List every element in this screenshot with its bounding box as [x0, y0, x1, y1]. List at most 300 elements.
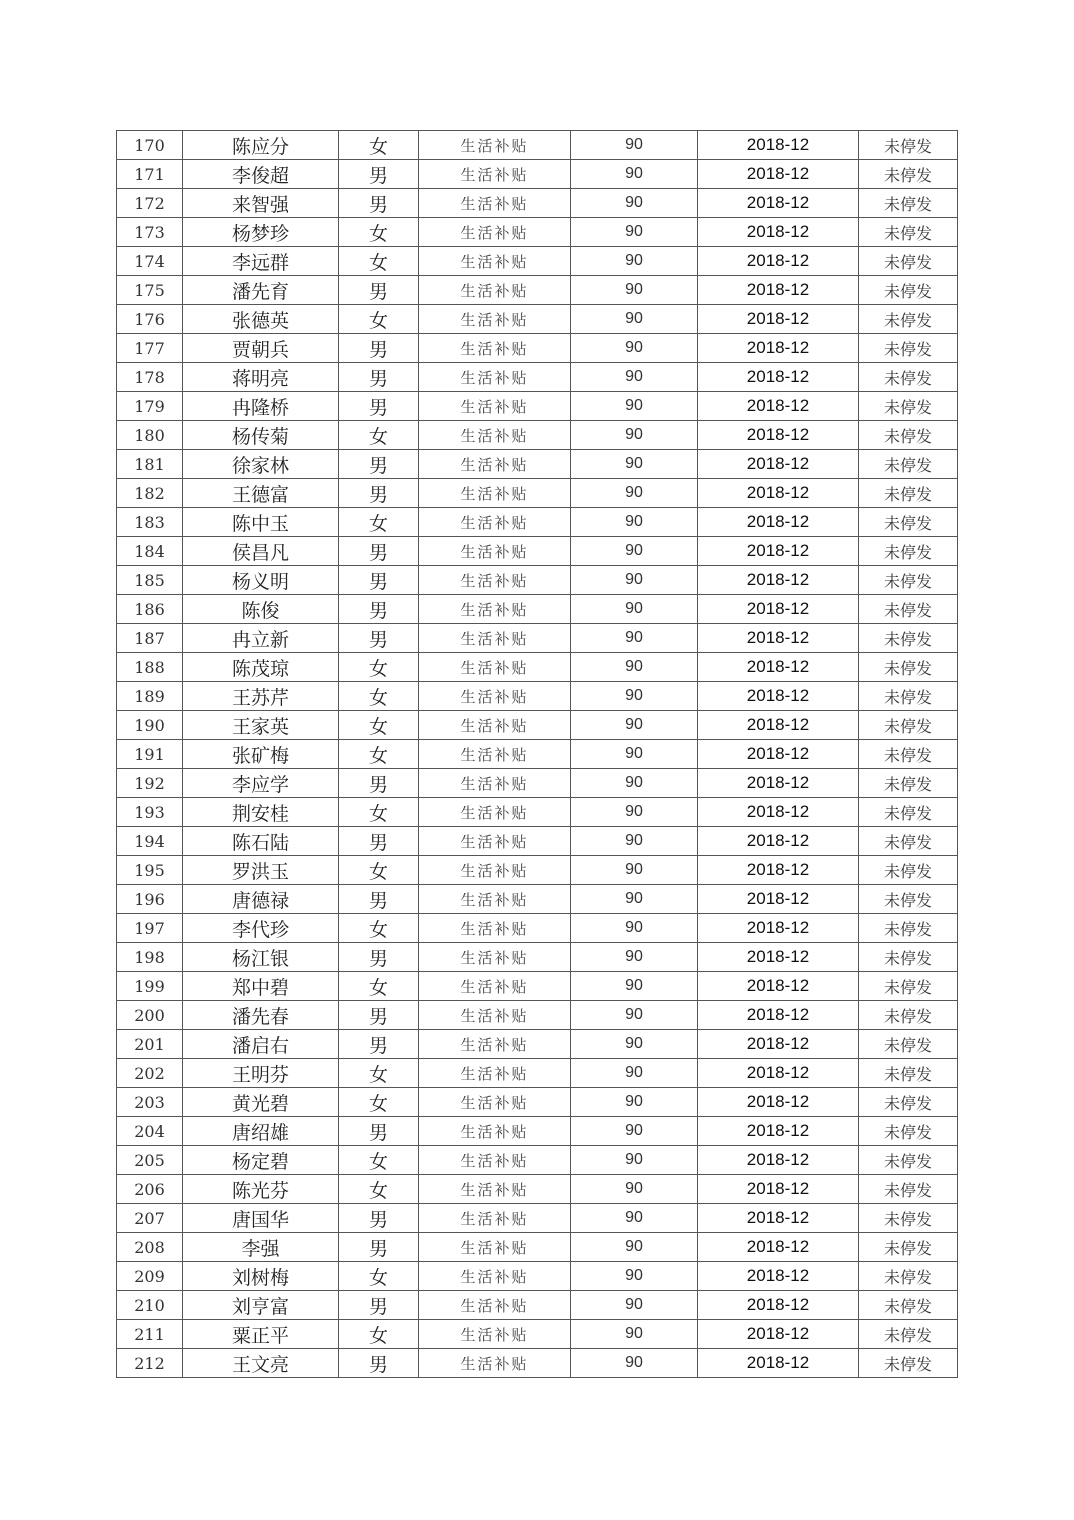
amount-cell: 90 — [571, 682, 698, 711]
table-row — [117, 769, 958, 798]
name-cell: 王苏芹 — [183, 682, 339, 711]
table-row — [117, 1175, 958, 1204]
status-cell: 未停发 — [859, 508, 958, 537]
row-number-cell: 199 — [117, 972, 183, 1001]
name-cell: 张矿梅 — [183, 740, 339, 769]
amount-cell: 90 — [571, 1059, 698, 1088]
subsidy-type-cell: 生活补贴 — [419, 769, 571, 798]
date-cell: 2018-12 — [698, 711, 859, 740]
status-cell: 未停发 — [859, 943, 958, 972]
row-number-cell: 173 — [117, 218, 183, 247]
sex-cell: 男 — [339, 1001, 419, 1030]
name-cell: 杨江银 — [183, 943, 339, 972]
status-cell: 未停发 — [859, 1262, 958, 1291]
date-cell: 2018-12 — [698, 537, 859, 566]
row-number-cell: 181 — [117, 450, 183, 479]
row-number-cell: 187 — [117, 624, 183, 653]
name-cell: 贾朝兵 — [183, 334, 339, 363]
status-cell: 未停发 — [859, 247, 958, 276]
amount-cell: 90 — [571, 711, 698, 740]
subsidy-type-cell: 生活补贴 — [419, 624, 571, 653]
date-cell: 2018-12 — [698, 1291, 859, 1320]
date-cell: 2018-12 — [698, 624, 859, 653]
row-number-cell: 198 — [117, 943, 183, 972]
status-cell: 未停发 — [859, 131, 958, 160]
row-number-cell: 186 — [117, 595, 183, 624]
amount-cell: 90 — [571, 595, 698, 624]
subsidy-type-cell: 生活补贴 — [419, 334, 571, 363]
amount-cell: 90 — [571, 131, 698, 160]
name-cell: 郑中碧 — [183, 972, 339, 1001]
amount-cell: 90 — [571, 1233, 698, 1262]
name-cell: 冉立新 — [183, 624, 339, 653]
amount-cell: 90 — [571, 1175, 698, 1204]
table-row — [117, 740, 958, 769]
name-cell: 黄光碧 — [183, 1088, 339, 1117]
amount-cell: 90 — [571, 363, 698, 392]
name-cell: 李应学 — [183, 769, 339, 798]
date-cell: 2018-12 — [698, 276, 859, 305]
subsidy-type-cell: 生活补贴 — [419, 450, 571, 479]
date-cell: 2018-12 — [698, 334, 859, 363]
amount-cell: 90 — [571, 566, 698, 595]
table-row — [117, 189, 958, 218]
status-cell: 未停发 — [859, 1117, 958, 1146]
table-body — [117, 131, 958, 1378]
subsidy-type-cell: 生活补贴 — [419, 1088, 571, 1117]
amount-cell: 90 — [571, 1262, 698, 1291]
status-cell: 未停发 — [859, 392, 958, 421]
row-number-cell: 211 — [117, 1320, 183, 1349]
name-cell: 李代珍 — [183, 914, 339, 943]
table-row — [117, 653, 958, 682]
table-row — [117, 276, 958, 305]
sex-cell: 男 — [339, 1204, 419, 1233]
name-cell: 粟正平 — [183, 1320, 339, 1349]
status-cell: 未停发 — [859, 1030, 958, 1059]
sex-cell: 女 — [339, 914, 419, 943]
amount-cell: 90 — [571, 769, 698, 798]
sex-cell: 男 — [339, 943, 419, 972]
name-cell: 李俊超 — [183, 160, 339, 189]
status-cell: 未停发 — [859, 450, 958, 479]
sex-cell: 女 — [339, 1059, 419, 1088]
name-cell: 潘先春 — [183, 1001, 339, 1030]
row-number-cell: 209 — [117, 1262, 183, 1291]
row-number-cell: 182 — [117, 479, 183, 508]
row-number-cell: 176 — [117, 305, 183, 334]
subsidy-type-cell: 生活补贴 — [419, 421, 571, 450]
table-row — [117, 421, 958, 450]
date-cell: 2018-12 — [698, 682, 859, 711]
table-row — [117, 595, 958, 624]
status-cell: 未停发 — [859, 682, 958, 711]
subsidy-type-cell: 生活补贴 — [419, 508, 571, 537]
date-cell: 2018-12 — [698, 1175, 859, 1204]
subsidy-type-cell: 生活补贴 — [419, 1291, 571, 1320]
name-cell: 侯昌凡 — [183, 537, 339, 566]
subsidy-type-cell: 生活补贴 — [419, 595, 571, 624]
table-row — [117, 1291, 958, 1320]
status-cell: 未停发 — [859, 1320, 958, 1349]
name-cell: 张德英 — [183, 305, 339, 334]
status-cell: 未停发 — [859, 624, 958, 653]
table-row — [117, 537, 958, 566]
status-cell: 未停发 — [859, 305, 958, 334]
sex-cell: 女 — [339, 1146, 419, 1175]
date-cell: 2018-12 — [698, 769, 859, 798]
amount-cell: 90 — [571, 885, 698, 914]
sex-cell: 男 — [339, 1291, 419, 1320]
sex-cell: 男 — [339, 537, 419, 566]
date-cell: 2018-12 — [698, 1117, 859, 1146]
subsidy-type-cell: 生活补贴 — [419, 653, 571, 682]
table-row — [117, 305, 958, 334]
row-number-cell: 193 — [117, 798, 183, 827]
date-cell: 2018-12 — [698, 1146, 859, 1175]
name-cell: 陈茂琼 — [183, 653, 339, 682]
name-cell: 杨梦珍 — [183, 218, 339, 247]
table-row — [117, 1030, 958, 1059]
row-number-cell: 174 — [117, 247, 183, 276]
table-row — [117, 914, 958, 943]
amount-cell: 90 — [571, 740, 698, 769]
name-cell: 潘启右 — [183, 1030, 339, 1059]
table-row — [117, 131, 958, 160]
date-cell: 2018-12 — [698, 943, 859, 972]
table-row — [117, 1088, 958, 1117]
table-row — [117, 856, 958, 885]
name-cell: 王家英 — [183, 711, 339, 740]
sex-cell: 男 — [339, 1030, 419, 1059]
name-cell: 冉隆桥 — [183, 392, 339, 421]
status-cell: 未停发 — [859, 914, 958, 943]
subsidy-table — [116, 130, 958, 1378]
sex-cell: 女 — [339, 856, 419, 885]
subsidy-type-cell: 生活补贴 — [419, 160, 571, 189]
status-cell: 未停发 — [859, 160, 958, 189]
date-cell: 2018-12 — [698, 653, 859, 682]
row-number-cell: 191 — [117, 740, 183, 769]
status-cell: 未停发 — [859, 479, 958, 508]
sex-cell: 女 — [339, 711, 419, 740]
subsidy-type-cell: 生活补贴 — [419, 798, 571, 827]
status-cell: 未停发 — [859, 856, 958, 885]
sex-cell: 男 — [339, 334, 419, 363]
amount-cell: 90 — [571, 247, 698, 276]
sex-cell: 女 — [339, 798, 419, 827]
row-number-cell: 207 — [117, 1204, 183, 1233]
row-number-cell: 202 — [117, 1059, 183, 1088]
sex-cell: 男 — [339, 1117, 419, 1146]
date-cell: 2018-12 — [698, 1262, 859, 1291]
date-cell: 2018-12 — [698, 508, 859, 537]
sex-cell: 女 — [339, 247, 419, 276]
row-number-cell: 208 — [117, 1233, 183, 1262]
sex-cell: 女 — [339, 421, 419, 450]
amount-cell: 90 — [571, 189, 698, 218]
status-cell: 未停发 — [859, 1146, 958, 1175]
date-cell: 2018-12 — [698, 218, 859, 247]
row-number-cell: 188 — [117, 653, 183, 682]
table-row — [117, 1320, 958, 1349]
amount-cell: 90 — [571, 943, 698, 972]
amount-cell: 90 — [571, 856, 698, 885]
name-cell: 罗洪玉 — [183, 856, 339, 885]
row-number-cell: 210 — [117, 1291, 183, 1320]
status-cell: 未停发 — [859, 566, 958, 595]
row-number-cell: 201 — [117, 1030, 183, 1059]
table-row — [117, 160, 958, 189]
status-cell: 未停发 — [859, 363, 958, 392]
name-cell: 刘树梅 — [183, 1262, 339, 1291]
date-cell: 2018-12 — [698, 1088, 859, 1117]
amount-cell: 90 — [571, 276, 698, 305]
status-cell: 未停发 — [859, 653, 958, 682]
subsidy-type-cell: 生活补贴 — [419, 1262, 571, 1291]
row-number-cell: 190 — [117, 711, 183, 740]
status-cell: 未停发 — [859, 537, 958, 566]
date-cell: 2018-12 — [698, 595, 859, 624]
table-row — [117, 1001, 958, 1030]
subsidy-type-cell: 生活补贴 — [419, 392, 571, 421]
table-row — [117, 1059, 958, 1088]
date-cell: 2018-12 — [698, 1059, 859, 1088]
sex-cell: 女 — [339, 508, 419, 537]
date-cell: 2018-12 — [698, 1320, 859, 1349]
amount-cell: 90 — [571, 1204, 698, 1233]
row-number-cell: 177 — [117, 334, 183, 363]
date-cell: 2018-12 — [698, 479, 859, 508]
sex-cell: 男 — [339, 769, 419, 798]
table-row — [117, 682, 958, 711]
row-number-cell: 170 — [117, 131, 183, 160]
amount-cell: 90 — [571, 1349, 698, 1378]
name-cell: 李强 — [183, 1233, 339, 1262]
row-number-cell: 183 — [117, 508, 183, 537]
table-row — [117, 624, 958, 653]
name-cell: 王明芬 — [183, 1059, 339, 1088]
sex-cell: 男 — [339, 1349, 419, 1378]
sex-cell: 女 — [339, 653, 419, 682]
name-cell: 陈中玉 — [183, 508, 339, 537]
row-number-cell: 205 — [117, 1146, 183, 1175]
row-number-cell: 192 — [117, 769, 183, 798]
date-cell: 2018-12 — [698, 885, 859, 914]
date-cell: 2018-12 — [698, 160, 859, 189]
table-row — [117, 450, 958, 479]
subsidy-type-cell: 生活补贴 — [419, 131, 571, 160]
table-row — [117, 943, 958, 972]
sex-cell: 男 — [339, 1233, 419, 1262]
amount-cell: 90 — [571, 450, 698, 479]
row-number-cell: 203 — [117, 1088, 183, 1117]
status-cell: 未停发 — [859, 798, 958, 827]
row-number-cell: 189 — [117, 682, 183, 711]
subsidy-type-cell: 生活补贴 — [419, 218, 571, 247]
sex-cell: 男 — [339, 189, 419, 218]
amount-cell: 90 — [571, 972, 698, 1001]
name-cell: 杨传菊 — [183, 421, 339, 450]
status-cell: 未停发 — [859, 1204, 958, 1233]
row-number-cell: 172 — [117, 189, 183, 218]
table-row — [117, 508, 958, 537]
date-cell: 2018-12 — [698, 827, 859, 856]
date-cell: 2018-12 — [698, 392, 859, 421]
subsidy-type-cell: 生活补贴 — [419, 827, 571, 856]
subsidy-type-cell: 生活补贴 — [419, 1146, 571, 1175]
subsidy-type-cell: 生活补贴 — [419, 189, 571, 218]
subsidy-type-cell: 生活补贴 — [419, 305, 571, 334]
row-number-cell: 195 — [117, 856, 183, 885]
document-page — [116, 130, 958, 1378]
name-cell: 陈俊 — [183, 595, 339, 624]
date-cell: 2018-12 — [698, 740, 859, 769]
status-cell: 未停发 — [859, 711, 958, 740]
name-cell: 陈光芬 — [183, 1175, 339, 1204]
amount-cell: 90 — [571, 1146, 698, 1175]
row-number-cell: 200 — [117, 1001, 183, 1030]
name-cell: 唐国华 — [183, 1204, 339, 1233]
sex-cell: 男 — [339, 624, 419, 653]
name-cell: 潘先育 — [183, 276, 339, 305]
table-row — [117, 827, 958, 856]
amount-cell: 90 — [571, 334, 698, 363]
sex-cell: 女 — [339, 305, 419, 334]
row-number-cell: 185 — [117, 566, 183, 595]
status-cell: 未停发 — [859, 334, 958, 363]
amount-cell: 90 — [571, 392, 698, 421]
subsidy-type-cell: 生活补贴 — [419, 1001, 571, 1030]
date-cell: 2018-12 — [698, 363, 859, 392]
amount-cell: 90 — [571, 421, 698, 450]
status-cell: 未停发 — [859, 1233, 958, 1262]
status-cell: 未停发 — [859, 1001, 958, 1030]
sex-cell: 女 — [339, 131, 419, 160]
sex-cell: 男 — [339, 566, 419, 595]
row-number-cell: 212 — [117, 1349, 183, 1378]
sex-cell: 女 — [339, 972, 419, 1001]
sex-cell: 男 — [339, 276, 419, 305]
status-cell: 未停发 — [859, 421, 958, 450]
row-number-cell: 175 — [117, 276, 183, 305]
name-cell: 杨定碧 — [183, 1146, 339, 1175]
name-cell: 唐德禄 — [183, 885, 339, 914]
table-row — [117, 1204, 958, 1233]
subsidy-type-cell: 生活补贴 — [419, 1349, 571, 1378]
subsidy-type-cell: 生活补贴 — [419, 247, 571, 276]
row-number-cell: 196 — [117, 885, 183, 914]
date-cell: 2018-12 — [698, 914, 859, 943]
table-row — [117, 334, 958, 363]
subsidy-type-cell: 生活补贴 — [419, 1030, 571, 1059]
date-cell: 2018-12 — [698, 1233, 859, 1262]
amount-cell: 90 — [571, 537, 698, 566]
table-row — [117, 566, 958, 595]
subsidy-type-cell: 生活补贴 — [419, 1175, 571, 1204]
name-cell: 李远群 — [183, 247, 339, 276]
subsidy-type-cell: 生活补贴 — [419, 972, 571, 1001]
sex-cell: 男 — [339, 827, 419, 856]
subsidy-type-cell: 生活补贴 — [419, 566, 571, 595]
subsidy-type-cell: 生活补贴 — [419, 740, 571, 769]
row-number-cell: 180 — [117, 421, 183, 450]
table-row — [117, 1146, 958, 1175]
amount-cell: 90 — [571, 1117, 698, 1146]
row-number-cell: 179 — [117, 392, 183, 421]
date-cell: 2018-12 — [698, 1349, 859, 1378]
status-cell: 未停发 — [859, 1059, 958, 1088]
row-number-cell: 206 — [117, 1175, 183, 1204]
status-cell: 未停发 — [859, 740, 958, 769]
row-number-cell: 178 — [117, 363, 183, 392]
amount-cell: 90 — [571, 218, 698, 247]
date-cell: 2018-12 — [698, 798, 859, 827]
sex-cell: 男 — [339, 450, 419, 479]
status-cell: 未停发 — [859, 1088, 958, 1117]
sex-cell: 男 — [339, 595, 419, 624]
sex-cell: 男 — [339, 885, 419, 914]
table-row — [117, 972, 958, 1001]
date-cell: 2018-12 — [698, 1001, 859, 1030]
name-cell: 王德富 — [183, 479, 339, 508]
name-cell: 荆安桂 — [183, 798, 339, 827]
sex-cell: 女 — [339, 218, 419, 247]
date-cell: 2018-12 — [698, 305, 859, 334]
date-cell: 2018-12 — [698, 856, 859, 885]
status-cell: 未停发 — [859, 218, 958, 247]
table-row — [117, 885, 958, 914]
date-cell: 2018-12 — [698, 972, 859, 1001]
name-cell: 陈应分 — [183, 131, 339, 160]
date-cell: 2018-12 — [698, 566, 859, 595]
table-row — [117, 479, 958, 508]
status-cell: 未停发 — [859, 1291, 958, 1320]
date-cell: 2018-12 — [698, 189, 859, 218]
subsidy-type-cell: 生活补贴 — [419, 856, 571, 885]
subsidy-type-cell: 生活补贴 — [419, 1059, 571, 1088]
amount-cell: 90 — [571, 798, 698, 827]
sex-cell: 女 — [339, 740, 419, 769]
subsidy-type-cell: 生活补贴 — [419, 1117, 571, 1146]
subsidy-type-cell: 生活补贴 — [419, 1233, 571, 1262]
table-row — [117, 798, 958, 827]
row-number-cell: 197 — [117, 914, 183, 943]
subsidy-type-cell: 生活补贴 — [419, 711, 571, 740]
date-cell: 2018-12 — [698, 1030, 859, 1059]
table-row — [117, 247, 958, 276]
subsidy-type-cell: 生活补贴 — [419, 914, 571, 943]
status-cell: 未停发 — [859, 769, 958, 798]
sex-cell: 男 — [339, 392, 419, 421]
amount-cell: 90 — [571, 305, 698, 334]
name-cell: 来智强 — [183, 189, 339, 218]
sex-cell: 女 — [339, 1320, 419, 1349]
sex-cell: 女 — [339, 682, 419, 711]
sex-cell: 女 — [339, 1262, 419, 1291]
date-cell: 2018-12 — [698, 421, 859, 450]
subsidy-type-cell: 生活补贴 — [419, 537, 571, 566]
name-cell: 唐绍雄 — [183, 1117, 339, 1146]
amount-cell: 90 — [571, 827, 698, 856]
status-cell: 未停发 — [859, 1175, 958, 1204]
table-row — [117, 218, 958, 247]
table-row — [117, 711, 958, 740]
name-cell: 王文亮 — [183, 1349, 339, 1378]
table-row — [117, 1233, 958, 1262]
date-cell: 2018-12 — [698, 450, 859, 479]
name-cell: 刘亨富 — [183, 1291, 339, 1320]
